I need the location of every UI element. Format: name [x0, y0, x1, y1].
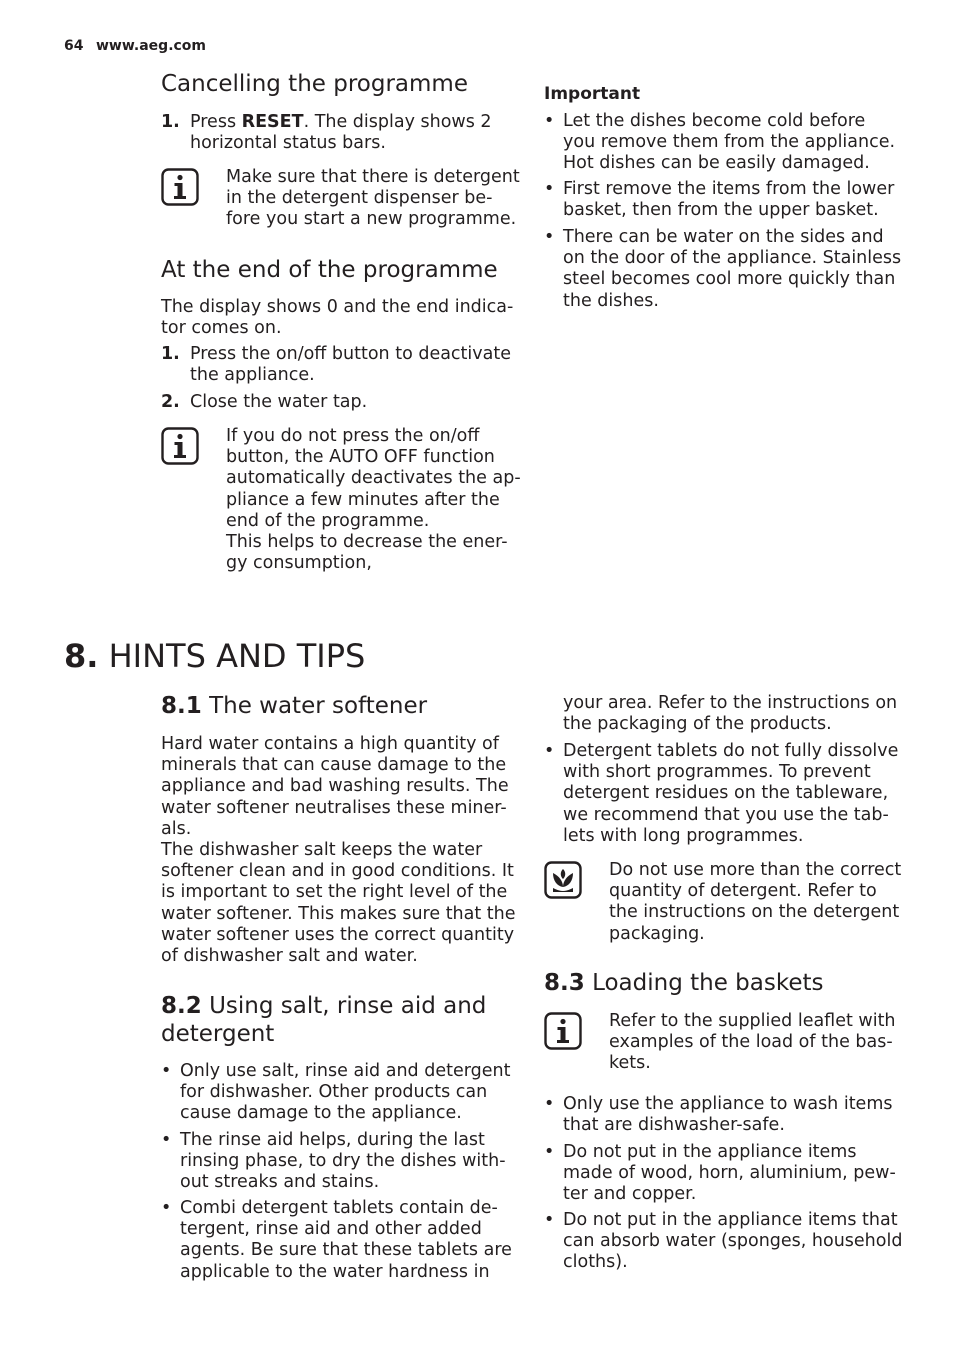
- step-text-rest: . The display shows 2: [303, 112, 492, 132]
- step-number: 2.: [161, 392, 180, 412]
- info-icon: [161, 427, 199, 465]
- end-title: At the end of the programme: [161, 257, 498, 283]
- bullet-line: cloths).: [563, 1252, 628, 1273]
- bullet-line: we recommend that you use the tab-: [563, 804, 889, 825]
- chapter-title: HINTS AND TIPS: [108, 637, 366, 675]
- bullet-line: on the door of the appliance. Stainless: [563, 248, 902, 269]
- bullet-line: steel becomes cool more quickly than: [563, 269, 896, 290]
- salt-bullet-3: [161, 1198, 521, 1283]
- bullet-line: agents. Be sure that these tablets are: [180, 1240, 512, 1261]
- baskets-info-text: [609, 1011, 896, 1075]
- bullet-dot: •: [161, 1198, 172, 1218]
- step-text-line: Press the on/off button to deactivate: [190, 344, 511, 364]
- reset-label: RESET: [241, 112, 304, 132]
- section-8-1-title: [161, 692, 427, 720]
- info-icon: [544, 1012, 582, 1050]
- intro-line: The display shows 0 and the end indica-: [161, 297, 514, 317]
- important-bullet-1: [544, 111, 914, 175]
- step-text-line: the appliance.: [190, 365, 315, 386]
- bullet-line: Let the dishes become cold before: [563, 111, 866, 131]
- bullet-line: with short programmes. To prevent: [563, 762, 871, 783]
- environment-info-text: [609, 860, 901, 945]
- bullet-line: the dishes.: [563, 290, 659, 311]
- section-number: 8.2: [161, 993, 202, 1019]
- step-text-line: horizontal status bars.: [190, 133, 386, 154]
- bullet-dot: •: [544, 1142, 555, 1162]
- chapter-heading: [64, 637, 365, 675]
- info-line: fore you start a new programme.: [226, 209, 517, 230]
- bullet-line: applicable to the water hardness in: [180, 1261, 490, 1282]
- baskets-bullet-3: [544, 1210, 914, 1274]
- para-line: is important to set the right level of the: [161, 882, 508, 903]
- para-line: water softener. This makes sure that the: [161, 903, 516, 924]
- section-number: 8.1: [161, 693, 202, 719]
- bullet-dot: •: [544, 1094, 555, 1114]
- para-line: water softener uses the correct quantity: [161, 924, 515, 945]
- info-line: packaging.: [609, 923, 705, 944]
- bullet-line: rinsing phase, to dry the dishes with-: [180, 1151, 506, 1172]
- bullet-line: ter and copper.: [563, 1184, 697, 1205]
- bullet-line: you remove them from the appliance.: [563, 132, 896, 153]
- step-text-pre: Press: [190, 112, 242, 132]
- cancel-step-1: [161, 112, 521, 154]
- page-number: 64: [64, 38, 84, 54]
- step-text-line: Close the water tap.: [190, 392, 368, 412]
- info-line: the instructions on the detergent: [609, 902, 900, 923]
- info-line: pliance a few minutes after the: [226, 489, 500, 510]
- info-line: automatically deactivates the ap-: [226, 468, 521, 489]
- salt-bullet-3-continued: [563, 693, 897, 735]
- bullet-line: Do not put in the appliance items that: [563, 1210, 898, 1230]
- section-title: detergent: [161, 1021, 275, 1047]
- bullet-line: Combi detergent tablets contain de-: [180, 1198, 498, 1218]
- step-number: 1.: [161, 344, 180, 364]
- end-info-text: [226, 426, 521, 574]
- info-line: If you do not press the on/off: [226, 426, 480, 446]
- para-line: appliance and bad washing results. The: [161, 776, 509, 797]
- bullet-line: out streaks and stains.: [180, 1172, 380, 1193]
- section-8-3-title: [544, 969, 824, 997]
- baskets-bullet-1: [544, 1094, 914, 1136]
- bullet-line: for dishwasher. Other products can: [180, 1082, 488, 1103]
- section-title: Using salt, rinse aid and: [209, 993, 487, 1019]
- important-bullet-3: [544, 227, 914, 312]
- para-line: water softener neutralises these miner-: [161, 797, 507, 818]
- bullet-dot: •: [161, 1130, 172, 1150]
- bullet-line: The rinse aid helps, during the last: [180, 1130, 485, 1150]
- end-step-2: [161, 392, 521, 413]
- info-line: in the detergent dispenser be-: [226, 188, 493, 209]
- info-line: quantity of detergent. Refer to: [609, 881, 877, 902]
- section-title: The water softener: [209, 693, 428, 719]
- bullet-line: basket, then from the upper basket.: [563, 200, 879, 221]
- salt-bullet-4: [544, 741, 914, 847]
- bullet-dot: •: [544, 179, 555, 199]
- info-line: Refer to the supplied leaflet with: [609, 1011, 896, 1031]
- bullet-line: tergent, rinse aid and other added: [180, 1219, 482, 1240]
- info-line: This helps to decrease the ener-: [226, 532, 508, 553]
- environment-icon: [544, 861, 582, 899]
- bullet-line: cause damage to the appliance.: [180, 1103, 462, 1124]
- bullet-line: made of wood, horn, aluminium, pew-: [563, 1163, 896, 1184]
- section-8-2-title: [161, 992, 486, 1048]
- section-number: 8.3: [544, 970, 585, 996]
- bullet-line: Hot dishes can be easily damaged.: [563, 153, 870, 174]
- section-title: Loading the baskets: [592, 970, 824, 996]
- bullet-dot: •: [544, 227, 555, 247]
- intro-line: tor comes on.: [161, 318, 282, 339]
- chapter-number: 8.: [64, 637, 99, 675]
- para-line: Hard water contains a high quantity of: [161, 734, 499, 754]
- info-line: gy consumption,: [226, 553, 372, 574]
- end-step-1: [161, 344, 521, 386]
- bullet-line: Detergent tablets do not fully dissolve: [563, 741, 899, 761]
- cancel-title: Cancelling the programme: [161, 71, 468, 97]
- info-line: button, the AUTO OFF function: [226, 447, 495, 468]
- bullet-dot: •: [544, 111, 555, 131]
- bullet-line: detergent residues on the tableware,: [563, 783, 889, 804]
- bullet-line: lets with long programmes.: [563, 825, 804, 846]
- baskets-bullet-2: [544, 1142, 914, 1206]
- salt-bullet-2: [161, 1130, 521, 1194]
- bullet-line: Only use the appliance to wash items: [563, 1094, 893, 1114]
- bullet-dot: •: [544, 1210, 555, 1230]
- bullet-line: your area. Refer to the instructions on: [563, 693, 898, 713]
- website-url: www.aeg.com: [96, 38, 207, 54]
- water-softener-text: [161, 734, 516, 967]
- info-line: Do not use more than the correct: [609, 860, 902, 880]
- bullet-line: that are dishwasher-safe.: [563, 1115, 785, 1136]
- bullet-line: Only use salt, rinse aid and detergent: [180, 1061, 511, 1081]
- salt-bullet-1: [161, 1061, 521, 1125]
- para-line: The dishwasher salt keeps the water: [161, 840, 483, 861]
- para-line: softener clean and in good conditions. It: [161, 861, 514, 882]
- info-line: examples of the load of the bas-: [609, 1032, 893, 1053]
- bullet-dot: •: [161, 1061, 172, 1081]
- bullet-line: the packaging of the products.: [563, 714, 832, 735]
- bullet-line: Do not put in the appliance items: [563, 1142, 857, 1162]
- bullet-line: can absorb water (sponges, household: [563, 1231, 903, 1252]
- end-intro: [161, 297, 513, 339]
- bullet-line: There can be water on the sides and: [563, 227, 884, 247]
- para-line: of dishwasher salt and water.: [161, 946, 418, 967]
- info-line: end of the programme.: [226, 510, 430, 531]
- bullet-dot: •: [544, 741, 555, 761]
- cancel-info-text: [226, 167, 520, 231]
- info-line: kets.: [609, 1053, 651, 1074]
- important-title: Important: [544, 84, 641, 104]
- bullet-line: First remove the items from the lower: [563, 179, 895, 199]
- para-line: als.: [161, 818, 192, 839]
- important-bullet-2: [544, 179, 914, 221]
- info-icon: [161, 168, 199, 206]
- para-line: minerals that can cause damage to the: [161, 755, 507, 776]
- info-line: Make sure that there is detergent: [226, 167, 520, 187]
- step-number: 1.: [161, 112, 180, 132]
